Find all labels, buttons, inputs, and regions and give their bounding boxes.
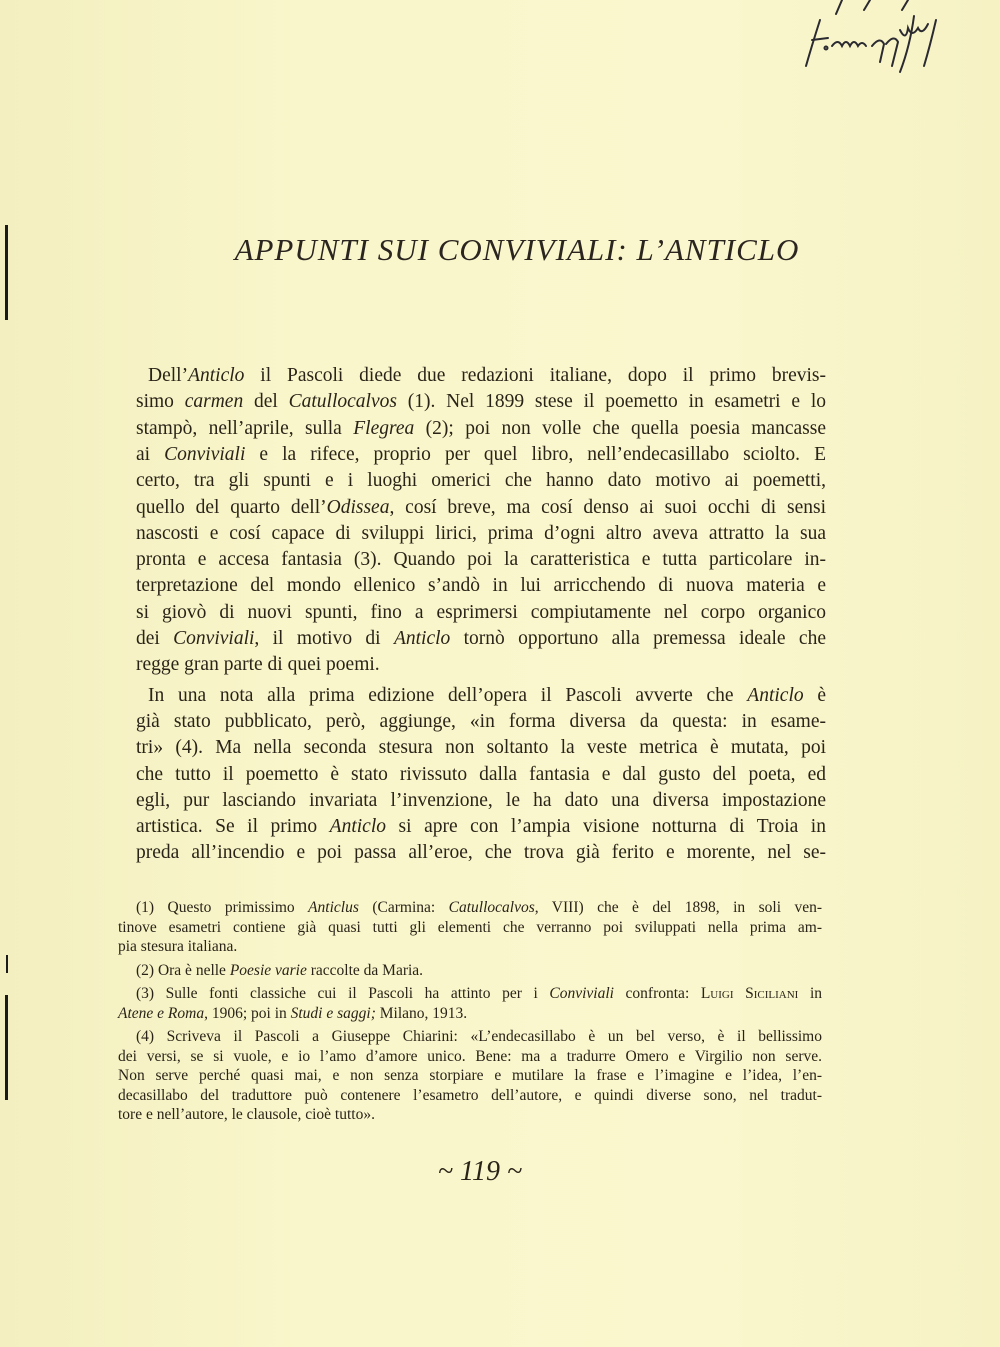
text-run: tri» (4). Ma nella seconda stesura non soltanto la veste metrica è mutata, poi <box>136 737 826 759</box>
footnote-line <box>118 1047 822 1067</box>
text-run: il Pascoli diede due redazioni italiane, dopo il primo brevis- <box>244 365 826 386</box>
text-run: ai <box>136 443 165 465</box>
text-run: (2); poi non volle che quella poesia mancasse <box>414 417 826 439</box>
footnote-line <box>136 898 822 918</box>
body-line <box>136 416 826 442</box>
italic-text: Atene e Roma <box>118 1004 205 1022</box>
text-run: tornò opportuno alla premessa ideale che <box>450 628 826 649</box>
footnote-line <box>136 1027 822 1047</box>
text-run: (1). Nel 1899 stese il poemetto in esametri e lo <box>396 391 826 413</box>
text-run: certo, tra gli spunti e i luoghi omerici che hanno dato motivo ai poemetti, <box>136 470 826 492</box>
body-line <box>136 788 826 814</box>
body-line <box>136 521 826 547</box>
text-run: (1) Questo primissimo <box>136 899 309 916</box>
italic-text: Anticlo <box>393 628 451 649</box>
text-run: decasillabo del traduttore può contenere l’esametro dell’autore, e quindi diverse sono, nel tradut- <box>118 1086 822 1104</box>
left-edge-mark <box>5 225 8 320</box>
body-line <box>136 495 826 521</box>
italic-text: Anticlo <box>747 684 804 706</box>
body-line <box>136 442 826 468</box>
left-edge-mark <box>5 995 8 1100</box>
text-run: simo <box>136 391 185 413</box>
text-run: , 1906; poi in <box>204 1004 291 1022</box>
body-line <box>136 840 826 866</box>
footnote-line <box>118 1004 822 1024</box>
italic-text: Studi e saggi; <box>290 1004 376 1022</box>
text-run: quello del quarto dell’ <box>136 496 327 518</box>
text-run: si giovò di nuovi spunti, fino a esprimersi compiutamente nel corpo organico <box>136 601 826 623</box>
body-line <box>136 573 826 599</box>
text-run: tore e nell’autore, le clausole, cioè tutto». <box>118 1106 375 1123</box>
text-run: è <box>803 684 827 706</box>
text-run: tinove esametri contiene già quasi tutti gli elementi che verranno poi sviluppati nella prima am- <box>118 918 822 936</box>
body-line <box>136 709 826 735</box>
italic-text: Poesie varie <box>229 961 307 979</box>
text-run: raccolte da Maria. <box>306 961 424 979</box>
footnote-line <box>118 918 822 938</box>
italic-text: Conviviali <box>549 985 614 1002</box>
text-run: , il motivo di <box>254 628 394 649</box>
footnote-line <box>118 1105 822 1125</box>
footnote-line <box>118 937 822 957</box>
text-run: regge gran parte di quei poemi. <box>136 654 380 676</box>
text-run: e la rifece, proprio per quel libro, nell’endecasillabo sciolto. E <box>245 443 826 465</box>
text-run: , VIII) che è del 1898, in soli ven- <box>534 899 822 916</box>
body-line <box>136 547 826 573</box>
left-edge-mark <box>6 955 8 973</box>
body-line <box>136 735 826 761</box>
body-line <box>136 626 826 652</box>
italic-text: Conviviali <box>173 628 255 649</box>
text-run: dei versi, se si vuole, e io l’amo d’amore unico. Bene: ma a tradurre Omero e Virgilio non serve. <box>118 1047 822 1065</box>
text-run: artistica. Se il primo <box>136 816 330 838</box>
text-run: (2) Ora è nelle <box>136 961 230 979</box>
italic-text: Anticlus <box>308 899 359 916</box>
text-run: pia stesura italiana. <box>118 938 238 955</box>
text-run: si apre con l’ampia visione notturna di Troia in <box>386 816 826 838</box>
text-run: Milano, 1913. <box>375 1004 468 1022</box>
italic-text: Anticlo <box>188 365 245 386</box>
text-run: , cosí breve, ma cosí denso ai suoi occhi di sensi <box>389 496 826 518</box>
handwritten-signature <box>790 0 970 80</box>
text-run: egli, pur lasciando invariata l’invenzione, le ha dato una diversa impostazione <box>136 789 826 811</box>
text-run: (Carmina: <box>358 899 449 916</box>
body-line <box>136 814 826 840</box>
footnote-line <box>118 1066 822 1086</box>
text-run: preda all’incendio e poi passa all’eroe, che trova già ferito e morente, nel se- <box>136 842 826 864</box>
text-run: stampò, nell’aprile, sulla <box>136 417 354 439</box>
italic-text: Catullocalvos <box>288 391 397 413</box>
footnote-line <box>136 984 822 1004</box>
italic-text: Anticlo <box>329 816 386 838</box>
footnote-line <box>136 961 822 981</box>
text-run: pronta e accesa fantasia (3). Quando poi la caratteristica e tutta particolare in- <box>136 549 826 571</box>
body-line <box>148 363 826 389</box>
italic-text: Catullocalvos <box>448 899 535 916</box>
text-run: terpretazione del mondo ellenico s’andò in lui arricchendo di nuova materia e <box>136 575 826 597</box>
text-run: In una nota alla prima edizione dell’opera il Pascoli avverte che <box>148 684 748 706</box>
italic-text: Conviviali <box>164 443 246 465</box>
text-run: in <box>798 985 822 1002</box>
body-line <box>136 652 826 678</box>
text-run: già stato pubblicato, però, aggiunge, «in forma diversa da questa: in esame- <box>136 710 826 732</box>
text-run: (3) Sulle fonti classiche cui il Pascoli ha attinto per i <box>136 985 550 1002</box>
text-run: (4) Scriveva il Pascoli a Giuseppe Chiarini: «L’endecasillabo è un bel verso, è il bellissimo <box>136 1028 822 1045</box>
body-line <box>136 600 826 626</box>
text-run: del <box>243 391 289 413</box>
italic-text: Flegrea <box>353 417 415 439</box>
italic-text: carmen <box>184 391 244 413</box>
text-run: Luigi Siciliani <box>700 985 799 1002</box>
footnote-line <box>118 1086 822 1106</box>
text-run: nascosti e cosí capace di sviluppi lirici, prima d’ogni altro aveva attratto la sua <box>136 522 826 544</box>
body-line <box>136 389 826 415</box>
text-run: confronta: <box>613 985 701 1002</box>
body-line <box>136 762 826 788</box>
italic-text: Odissea <box>326 496 390 518</box>
text-run: Dell’ <box>148 365 189 386</box>
text-run: Non serve perché quasi mai, e non senza storpiare e mutilare la frase e l’imagine e l’idea, l’en- <box>118 1067 822 1084</box>
page-number: ~ 119 ~ <box>437 1156 523 1187</box>
text-run: dei <box>136 628 174 649</box>
text-run: che tutto il poemetto è stato rivissuto dalla fantasia e dal gusto del poeta, ed <box>136 763 826 785</box>
page-title: APPUNTI SUI CONVIVIALI: L’ANTICLO <box>234 232 800 267</box>
body-line <box>136 468 826 494</box>
body-line <box>148 683 826 709</box>
